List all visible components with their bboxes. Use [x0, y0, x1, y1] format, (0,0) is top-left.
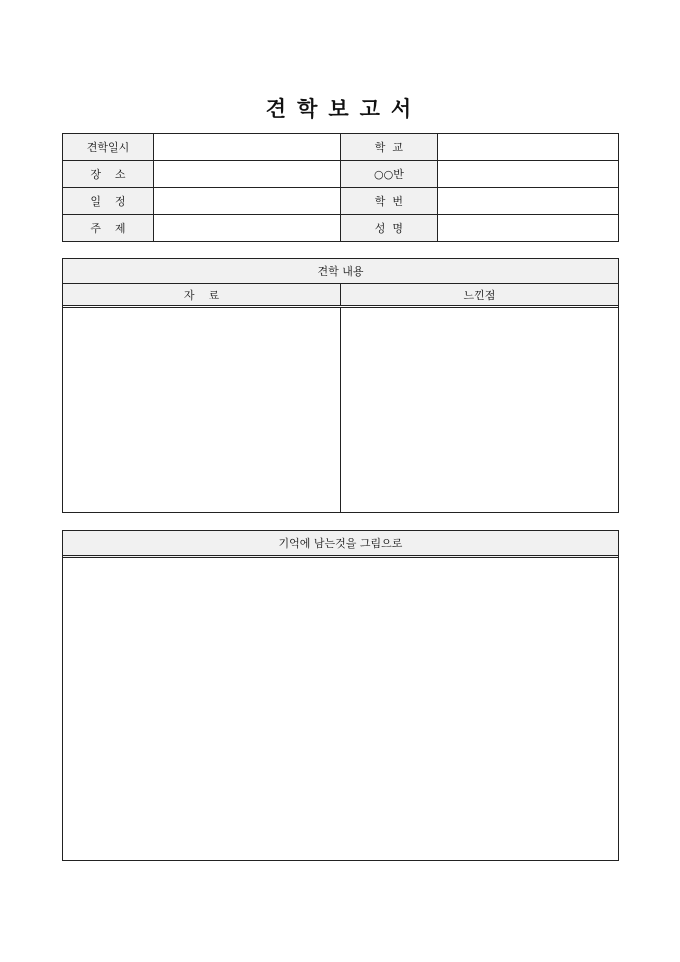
impression-column-header: 느낀점 — [341, 284, 618, 305]
name-field[interactable] — [438, 215, 619, 242]
info-table — [62, 133, 619, 242]
visit-content-section — [62, 258, 619, 513]
place-label: 장 소 — [63, 161, 154, 188]
student-number-label: 학 번 — [340, 188, 438, 215]
class-label: ○○반 — [340, 161, 438, 188]
visit-content-body — [63, 308, 618, 512]
drawing-section — [62, 530, 619, 861]
table-row — [63, 134, 619, 161]
table-row — [63, 215, 619, 242]
material-column-header: 자 료 — [63, 284, 341, 305]
name-label: 성 명 — [340, 215, 438, 242]
material-text-area[interactable] — [63, 308, 341, 512]
school-label: 학 교 — [340, 134, 438, 161]
visit-date-field[interactable] — [153, 134, 340, 161]
table-row — [63, 188, 619, 215]
place-field[interactable] — [153, 161, 340, 188]
schedule-label: 일 정 — [63, 188, 154, 215]
visit-content-title: 견학 내용 — [63, 259, 618, 284]
topic-label: 주 제 — [63, 215, 154, 242]
school-field[interactable] — [438, 134, 619, 161]
page-title: 견학보고서 — [265, 97, 423, 121]
drawing-section-title: 기억에 남는것을 그림으로 — [63, 531, 618, 558]
visit-content-header-row — [63, 284, 618, 308]
visit-date-label: 견학일시 — [63, 134, 154, 161]
student-number-field[interactable] — [438, 188, 619, 215]
drawing-area[interactable] — [63, 558, 618, 860]
class-field[interactable] — [438, 161, 619, 188]
impression-text-area[interactable] — [341, 308, 618, 512]
schedule-field[interactable] — [153, 188, 340, 215]
topic-field[interactable] — [153, 215, 340, 242]
table-row — [63, 161, 619, 188]
